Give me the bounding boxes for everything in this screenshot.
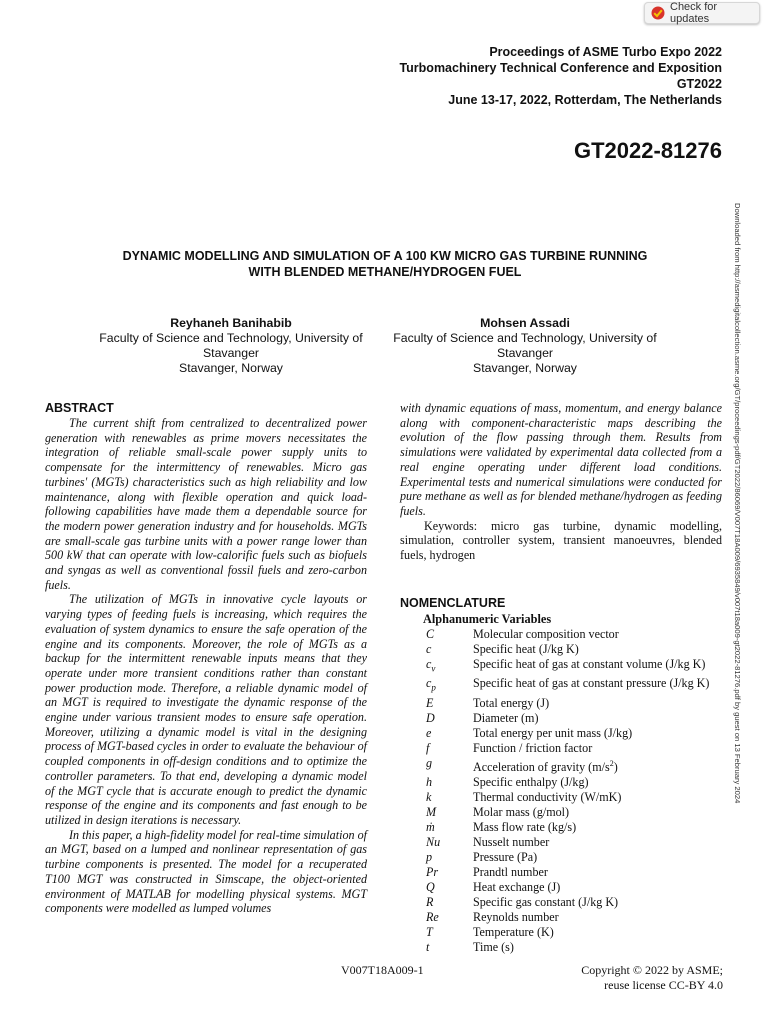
symbol-text: h [426,774,433,789]
nomenclature-definition [473,895,722,910]
nomenclature-row [400,657,722,676]
nomenclature-row [400,741,722,756]
nomenclature-definition [473,775,722,790]
abstract-paragraph: In this paper, a high-fidelity model for real-time simulation of an MGT, based on a lumped and nonlinear representation of gas turbine components is presented. The model for a recuperated T100 MGT was constructed in Simscape, the object-oriented environment of MATLAB for modelling physical systems. MGT components were modelled as lumped volumes [45,827,367,916]
conference-dates: June 13-17, 2022, Rotterdam, The Netherlands [448,93,722,107]
definition-text: Diameter (m) [473,710,539,725]
nomenclature-definition [473,880,722,895]
nomenclature-definition [473,696,722,711]
author-affiliation: Faculty of Science and Technology, University of [99,331,363,345]
symbol-text: R [426,894,434,909]
right-column [400,401,722,955]
nomenclature-row [400,676,722,695]
symbol-text: D [426,710,435,725]
nomenclature-row [400,895,722,910]
nomenclature-row [400,696,722,711]
symbol-text: c [426,676,432,691]
nomenclature-row [400,627,722,642]
nomenclature-symbol [400,676,473,695]
nomenclature-definition [473,835,722,850]
author-location: Stavanger, Norway [179,361,283,375]
definition-text: Heat exchange (J) [473,879,561,894]
nomenclature-definition [473,741,722,756]
definition-text: Molar mass (g/mol) [473,804,570,819]
copyright-notice [581,963,723,993]
definition-text: Pressure (Pa) [473,849,538,864]
paper-title [60,248,710,280]
nomenclature-row [400,880,722,895]
author-name: Reyhaneh Banihabib [170,316,292,330]
nomenclature-row [400,940,722,955]
crossmark-icon [651,6,665,20]
nomenclature-symbol [400,696,473,711]
nomenclature-row [400,820,722,835]
nomenclature-definition [473,756,722,775]
definition-text: Specific gas constant (J/kg K) [473,894,619,909]
symbol-text: c [426,656,432,671]
nomenclature-symbol [400,711,473,726]
definition-text: Specific heat of gas at constant volume (J/kg K) [473,656,706,671]
check-for-updates-label: Check for updates [670,1,718,25]
conference-subtitle: Turbomachinery Technical Conference and Exposition [399,61,722,75]
nomenclature-symbol [400,865,473,880]
nomenclature-definition [473,726,722,741]
conference-code: GT2022 [676,77,722,91]
nomenclature-symbol [400,642,473,657]
nomenclature-symbol [400,850,473,865]
nomenclature-definition [473,865,722,880]
check-for-updates-button[interactable] [644,2,760,24]
nomenclature-definition [473,642,722,657]
paper-title-line: DYNAMIC MODELLING AND SIMULATION OF A 100 KW MICRO GAS TURBINE RUNNING [122,249,648,263]
nomenclature-row [400,790,722,805]
symbol-text: c [426,641,432,656]
author-block [380,316,670,376]
symbol-text: Pr [426,864,439,879]
symbol-text: Nu [426,834,441,849]
symbol-text: T [426,924,433,939]
nomenclature-row [400,726,722,741]
copyright-line: Copyright © 2022 by ASME; [581,963,723,977]
nomenclature-definition [473,627,722,642]
symbol-text: Re [426,909,439,924]
definition-text: Nusselt number [473,834,550,849]
nomenclature-list [400,627,722,955]
symbol-text: e [426,725,432,740]
nomenclature-symbol [400,820,473,835]
nomenclature-symbol [400,657,473,676]
download-stamp: Downloaded from http://asmedigitalcollection.asme.org/GT/proceedings-pdf/GT2022/86069/V007T18A009/6935849/v007t18a009-gt2022-81276.pdf by guest on 13 February 2024 [733,203,742,804]
symbol-text: E [426,695,434,710]
author-block [86,316,376,376]
definition-text: Acceleration of gravity (m/s [473,759,610,774]
definition-text: Specific heat of gas at constant pressure (J/kg K) [473,676,710,691]
license-line: reuse license CC-BY 4.0 [604,978,723,992]
symbol-text: ṁ [426,819,435,834]
nomenclature-definition [473,805,722,820]
nomenclature-definition [473,676,722,695]
abstract-paragraph: The current shift from centralized to decentralized power generation with renewables as prime movers necessitates the integration of reliable small-scale power supply units to compensate for the intermittency of renewables. Micro gas turbines' (MGTs) characteristics such as high reliability and low maintenance, along with flexible operation and quick load-following capabilities have made them a dependable source for the modern power generation industry and for households. MGTs are small-scale gas turbine units with a power range lower than 500 kW that can operate with low-calorific fuels such as biofuels and syngas as well as conventional fossil fuels and zero-carbon fuels. [45,416,367,592]
nomenclature-definition [473,820,722,835]
symbol-text: Q [426,879,435,894]
nomenclature-symbol [400,925,473,940]
symbol-text: t [426,939,430,954]
conference-name: Proceedings of ASME Turbo Expo 2022 [489,45,722,59]
nomenclature-row [400,775,722,790]
nomenclature-symbol [400,790,473,805]
nomenclature-heading: NOMENCLATURE [400,595,506,610]
abstract-paragraph-continued: with dynamic equations of mass, momentum, and energy balance along with component-characteristic maps describing the evolution of the flow passing through them. Results from simulations were validated by experimental data collected from a real engine operating under different load conditions. Experimental tests and numerical simulations were conducted for pure methane as well as for blended methane/hydrogen as feeding fuels. [400,401,722,518]
nomenclature-row [400,865,722,880]
conference-header [399,44,722,108]
nomenclature-symbol [400,805,473,820]
nomenclature-symbol [400,835,473,850]
definition-text: Specific heat (J/kg K) [473,641,579,656]
nomenclature-row [400,850,722,865]
definition-superscript: 2 [609,758,614,768]
symbol-text: C [426,626,435,641]
definition-text: Molecular composition vector [473,626,619,641]
author-location: Stavanger, Norway [473,361,577,375]
nomenclature-symbol [400,880,473,895]
nomenclature-symbol [400,940,473,955]
paper-title-line: WITH BLENDED METHANE/HYDROGEN FUEL [248,265,522,279]
nomenclature-row [400,835,722,850]
definition-tail: ) [613,759,618,774]
symbol-text: M [426,804,437,819]
symbol-subscript: p [431,682,436,693]
author-affiliation: Faculty of Science and Technology, University of [393,331,657,345]
definition-text: Prandtl number [473,864,548,879]
definition-text: Time (s) [473,939,514,954]
nomenclature-symbol [400,756,473,775]
nomenclature-symbol [400,910,473,925]
author-affiliation: Stavanger [496,346,554,360]
symbol-text: p [426,849,433,864]
definition-text: Function / friction factor [473,740,593,755]
nomenclature-symbol [400,627,473,642]
keywords: Keywords: micro gas turbine, dynamic modelling, simulation, controller system, transient manoeuvres, blended fuels, hydrogen [400,518,722,563]
definition-text: Reynolds number [473,909,559,924]
symbol-text: g [426,755,433,770]
abstract-heading: ABSTRACT [45,401,114,415]
abstract-paragraph: The utilization of MGTs in innovative cycle layouts or varying types of feeding fuels is increasing, which requires the evaluation of system dynamics to ensure the safe operation of the engine and its components. Moreover, the role of MGTs as a backup for the intermittent renewable inputs means that they operate under more transient conditions rather than constant power production mode. Therefore, a reliable dynamic model of an MGT is required to investigate the dynamic response of the engine under various transient modes to ensure safe operation. Moreover, utilizing a dynamic model is vital in the designing process of MGT-based cycles in order to evaluate the behaviour of coupled components in off-design conditions and to optimize the controller parameters. To that end, developing a dynamic model of the MGT cycle that is accurate enough to predict the dynamic response of the engine and its components and fast enough to be utilized in design iterations is necessary. [45,592,367,827]
author-name: Mohsen Assadi [480,316,570,330]
left-column [45,401,367,916]
nomenclature-definition [473,910,722,925]
symbol-text: f [426,740,430,755]
definition-text: Total energy (J) [473,695,550,710]
nomenclature-row [400,925,722,940]
nomenclature-definition [473,711,722,726]
symbol-text: k [426,789,432,804]
nomenclature-definition [473,940,722,955]
nomenclature-symbol [400,775,473,790]
nomenclature-subheading: Alphanumeric Variables [423,611,552,626]
definition-text: Total energy per unit mass (J/kg) [473,725,633,740]
definition-text: Thermal conductivity (W/mK) [473,789,622,804]
nomenclature-row [400,711,722,726]
author-affiliation: Stavanger [202,346,260,360]
definition-text: Temperature (K) [473,924,554,939]
nomenclature-definition [473,850,722,865]
paper-id: GT2022-81276 [574,138,722,163]
nomenclature-row [400,910,722,925]
definition-text: Mass flow rate (kg/s) [473,819,577,834]
nomenclature-symbol [400,741,473,756]
nomenclature-row [400,756,722,775]
nomenclature-definition [473,790,722,805]
nomenclature-definition [473,925,722,940]
nomenclature-row [400,805,722,820]
symbol-subscript: v [431,663,436,674]
definition-text: Specific enthalpy (J/kg) [473,774,589,789]
nomenclature-symbol [400,895,473,910]
page-identifier: V007T18A009-1 [341,963,424,977]
nomenclature-definition [473,657,722,676]
nomenclature-row [400,642,722,657]
nomenclature-symbol [400,726,473,741]
